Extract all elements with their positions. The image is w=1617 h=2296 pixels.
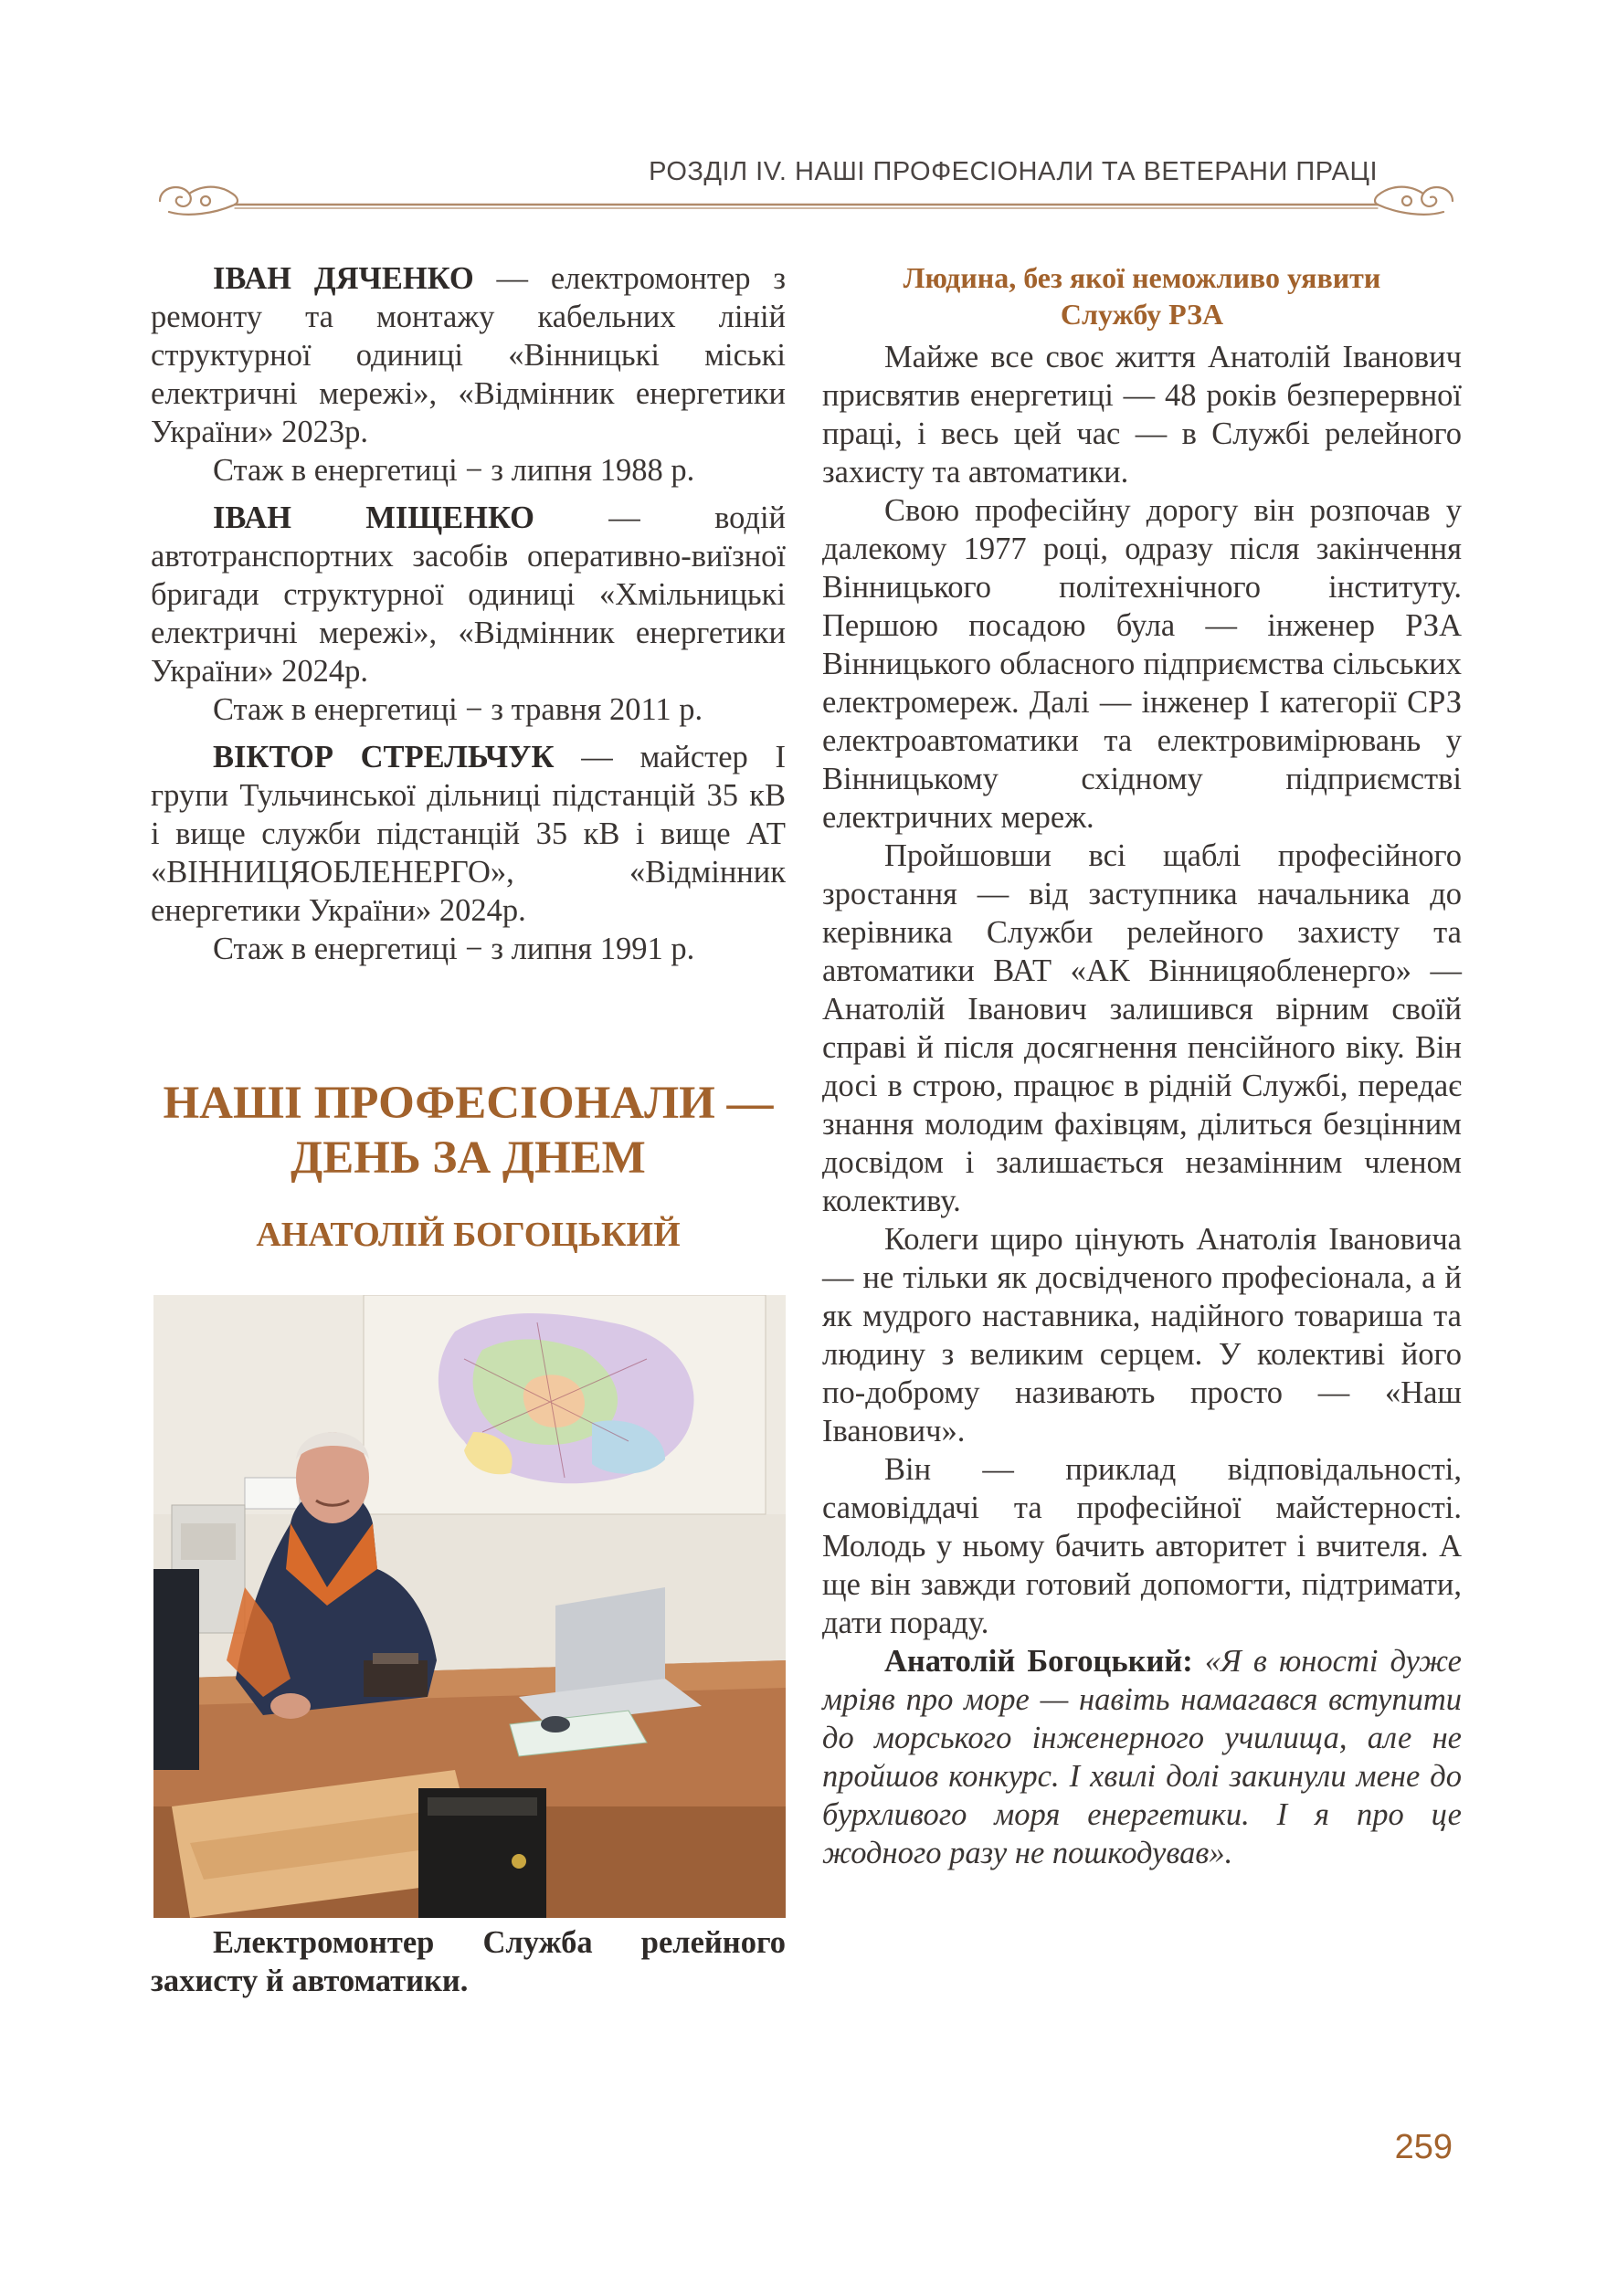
photo-caption-text: Електромонтер Служба релейного захисту й автоматики. bbox=[151, 1925, 786, 1998]
quote-author: Анатолій Богоцький: bbox=[884, 1644, 1193, 1679]
header-ornament bbox=[151, 174, 1462, 225]
article-paragraph-5: Він — приклад відповідальності, самовіддачі та професійної майстерності. Молодь у ньому бачить авторитет і вчителя. А ще він завжди готовий допомогти, підтримати, дати пораду. bbox=[822, 1452, 1462, 1640]
article-title-line2: Службу РЗА bbox=[1060, 298, 1224, 331]
name-mishchenko: ІВАН МІЩЕНКО bbox=[213, 500, 535, 535]
section-title-line1: НАШІ ПРОФЕСІОНАЛИ — bbox=[163, 1078, 774, 1129]
article-title bbox=[822, 259, 1462, 332]
right-column bbox=[822, 259, 1462, 1872]
stage-dyachenko: Стаж в енергетиці − з липня 1988 р. bbox=[213, 453, 695, 488]
section-title-line2: ДЕНЬ ЗА ДНЕМ bbox=[291, 1132, 646, 1184]
running-header: РОЗДІЛ IV. НАШІ ПРОФЕСІОНАЛИ ТА ВЕТЕРАНИ ПРАЦІ bbox=[649, 157, 1378, 186]
quote-text: «Я в юності дуже мріяв про море — навіть намагався вступити до морського інженерного училища, але не пройшов конкурс. І хвилі долі закинули мене до бурхливого моря енергетики. І я про це жодного разу не пошкодував». bbox=[822, 1644, 1462, 1870]
photo-caption bbox=[151, 1923, 786, 2000]
article-paragraph-4: Колеги щиро цінують Анатолія Івановича — не тільки як досвідченого професіонала, а й як мудрого наставника, надійного товариша та людину з великим серцем. У колективі його по-доброму називають просто — «Наш Іванович». bbox=[822, 1222, 1462, 1448]
name-strelchuk: ВІКТОР СТРЕЛЬЧУК bbox=[213, 740, 555, 774]
stage-mishchenko: Стаж в енергетиці − з травня 2011 р. bbox=[213, 692, 703, 727]
paragraph-mishchenko bbox=[151, 499, 786, 690]
section-title bbox=[151, 1076, 786, 1185]
text-strelchuk: — майстер I групи Тульчинської дільниці підстанцій 35 кВ і вище служби підстанцій 35 кВ і вище АТ «ВІННИЦЯОБЛЕНЕРГО», «Відмінник енергетики України» 2024р. bbox=[151, 740, 786, 928]
article-paragraph-3: Пройшовши всі щаблі професійного зростання — від заступника начальника до керівника Служби релейного захисту та автоматики ВАТ «АК Вінницяобленерго» — Анатолій Іванович залишився вірним своїй справі й після досягнення пенсійного віку. Він досі в строю, працює в рідній Службі, передає знання молодим фахівцям, ділиться безцінним досвідом і залишається незамінним членом колективу. bbox=[822, 838, 1462, 1218]
article-quote bbox=[822, 1642, 1462, 1872]
page-number: 259 bbox=[1394, 2128, 1453, 2166]
text-mishchenko: — водій автотранспортних засобів оперативно-виїзної бригади структурної одиниці «Хмільницькі електричні мережі», «Відмінник енергетики України» 2024р. bbox=[151, 500, 786, 689]
stage-strelchuk: Стаж в енергетиці − з липня 1991 р. bbox=[213, 932, 695, 966]
article-title-line1: Людина, без якої неможливо уявити bbox=[903, 261, 1381, 294]
article-paragraph-1: Майже все своє життя Анатолій Іванович присвятив енергетиці — 48 років безперервної праці, і весь цей час — в Службі релейного захисту та автоматики. bbox=[822, 340, 1462, 490]
name-dyachenko: ІВАН ДЯЧЕНКО bbox=[213, 261, 474, 296]
article-paragraph-2: Свою професійну дорогу він розпочав у далекому 1977 році, одразу після закінчення Вінницького політехнічного інституту. Першою посадою була — інженер РЗА Вінницького обласного підприємства сільських електромереж. Далі — інженер I категорії СРЗ електроавтоматики та електровимірювань у Вінницькому східному підприємстві електричних мереж. bbox=[822, 493, 1462, 835]
paragraph-dyachenko bbox=[151, 259, 786, 451]
left-column bbox=[151, 259, 786, 968]
paragraph-strelchuk bbox=[151, 738, 786, 930]
photo-electrician-at-desk bbox=[153, 1295, 786, 1918]
person-name-heading: АНАТОЛІЙ БОГОЦЬКИЙ bbox=[256, 1216, 681, 1254]
text-dyachenko: — електромонтер з ремонту та монтажу кабельних ліній структурної одиниці «Вінницькі міські електричні мережі», «Відмінник енергетики України» 2023р. bbox=[151, 261, 786, 449]
